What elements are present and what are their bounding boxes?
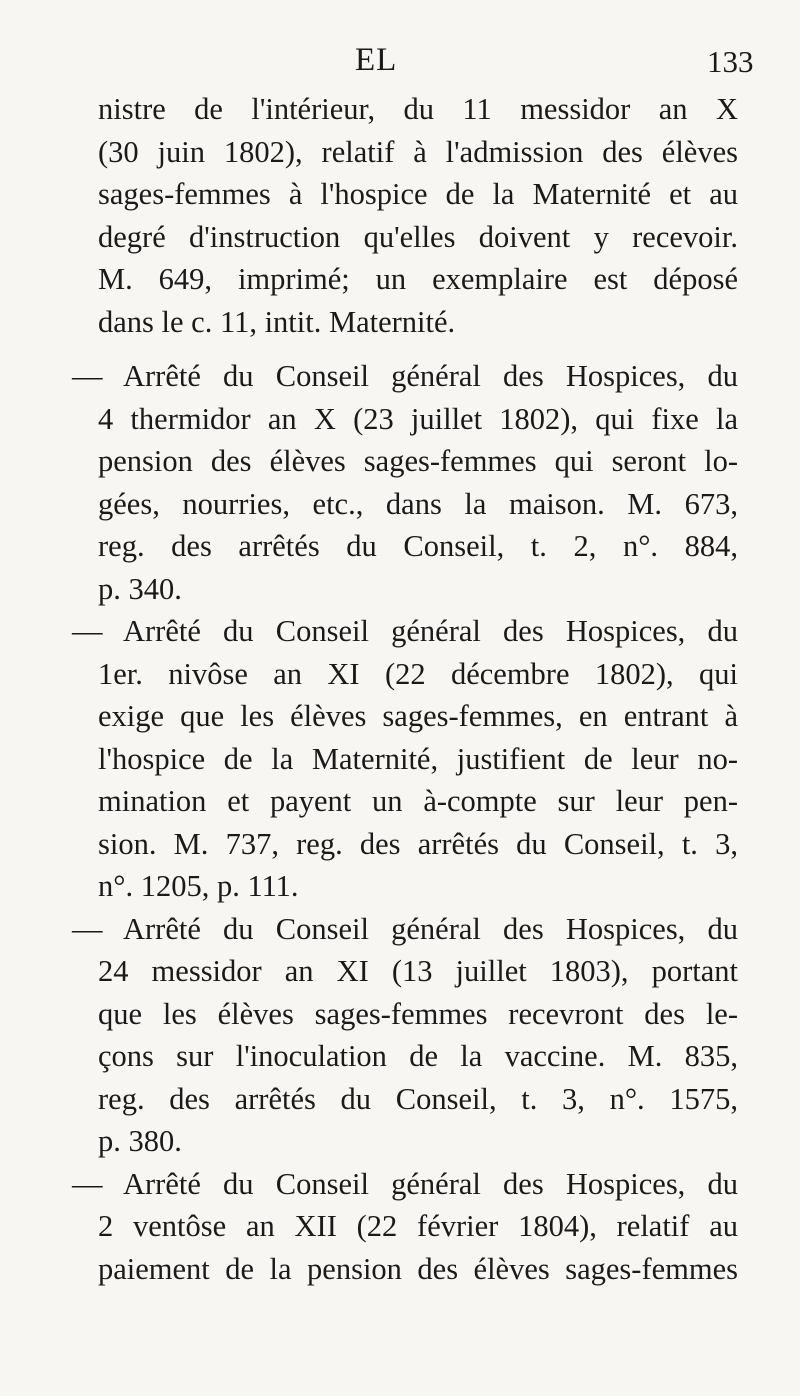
entry-heading-line: — Arrêté du Conseil général des Hospices, du (72, 911, 738, 946)
text-line: p. 380. (98, 1124, 182, 1158)
page-number: 133 (707, 44, 754, 79)
text-line: 4 thermidor an X (23 juillet 1802), qui fixe la (98, 401, 738, 436)
body-text (72, 88, 738, 1290)
text-line: reg. des arrêtés du Conseil, t. 2, n°. 884, (98, 529, 738, 563)
running-head (0, 42, 800, 86)
running-head-title: EL (355, 42, 398, 78)
text-line: 1er. nivôse an XI (22 décembre 1802), qui (98, 656, 738, 691)
entry-heading-line: — Arrêté du Conseil général des Hospices, du (72, 359, 738, 393)
text-line: (30 juin 1802), relatif à l'admission des élèves (98, 134, 738, 169)
text-line: nistre de l'intérieur, du 11 messidor an X (98, 92, 738, 126)
text-line: sages-femmes à l'hospice de la Maternité et au (98, 177, 738, 211)
entry-heading-line: — Arrêté du Conseil général des Hospices, du (72, 1166, 738, 1201)
text-line: çons sur l'inoculation de la vaccine. M. 835, (98, 1039, 738, 1073)
text-line: M. 649, imprimé; un exemplaire est déposé (98, 262, 738, 296)
text-line: exige que les élèves sages-femmes, en entrant à (98, 699, 738, 733)
entry-heading-line: — Arrêté du Conseil général des Hospices, du (72, 614, 738, 648)
text-line: paiement de la pension des élèves sages-femmes (98, 1251, 738, 1286)
text-line: l'hospice de la Maternité, justifient de leur no- (98, 741, 738, 776)
text-line: gées, nourries, etc., dans la maison. M. 673, (98, 486, 738, 521)
text-line: 2 ventôse an XII (22 février 1804), relatif au (98, 1209, 738, 1243)
text-line: n°. 1205, p. 111. (98, 869, 299, 903)
text-line: dans le c. 11, intit. Maternité. (98, 304, 456, 339)
text-line: mination et payent un à-compte sur leur pen- (98, 784, 738, 818)
text-line: sion. M. 737, reg. des arrêtés du Conseil, t. 3, (98, 826, 738, 861)
text-line: pension des élèves sages-femmes qui seront lo- (98, 444, 738, 478)
text-line: degré d'instruction qu'elles doivent y recevoir. (98, 219, 738, 254)
text-line: 24 messidor an XI (13 juillet 1803), portant (98, 954, 738, 988)
text-line: p. 340. (98, 571, 182, 606)
text-line: reg. des arrêtés du Conseil, t. 3, n°. 1575, (98, 1081, 738, 1116)
text-line: que les élèves sages-femmes recevront des le- (98, 996, 738, 1031)
